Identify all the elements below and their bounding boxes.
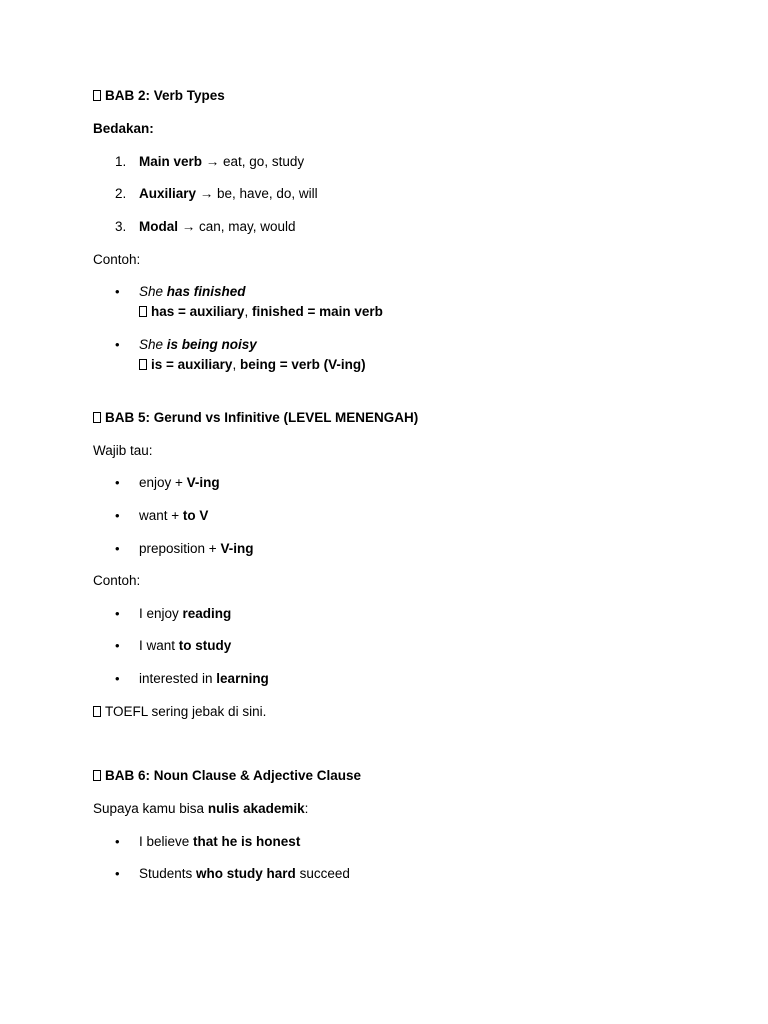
missing-glyph-icon [93,706,101,717]
bullet-icon [115,336,120,354]
rule-form: to V [182,508,209,523]
bullet-icon [115,833,120,851]
example-sentence [139,283,246,301]
example-highlight: that he is honest [193,834,301,849]
note-separator: , [232,357,240,372]
bab5-heading [93,409,418,427]
rule-form: V-ing [220,541,254,556]
example-subject: She [139,337,167,352]
example-lead: I enjoy [139,606,183,621]
missing-glyph-icon [139,306,147,317]
missing-glyph-icon [93,770,101,781]
list-item-examples: → eat, go, study [202,154,305,169]
note-part-1: is = auxiliary [151,357,233,372]
example-item [139,637,231,655]
list-item-term: Main verb [139,154,203,169]
list-item-examples: → can, may, would [178,219,296,234]
bab5-wajib-label: Wajib tau: [93,443,153,458]
example-note [139,303,383,321]
list-item-term: Auxiliary [139,186,197,201]
bab5-tip [93,703,266,721]
example-lead: I want [139,638,179,653]
missing-glyph-icon [139,359,147,370]
bab6-intro-highlight: nulis akademik [207,801,305,816]
bab5-tip-text: TOEFL sering jebak di sini. [105,704,267,719]
rule-form: V-ing [186,475,220,490]
note-separator: , [244,304,252,319]
example-highlight: reading [182,606,232,621]
bab2-title: BAB 2: Verb Types [105,88,225,103]
bullet-icon [115,540,120,558]
example-lead: Students [139,866,197,881]
bab2-heading [93,87,225,105]
bab5-title: BAB 5: Gerund vs Infinitive (LEVEL MENENGAH) [105,410,419,425]
example-tail: succeed [295,866,350,881]
example-note [139,356,366,374]
missing-glyph-icon [93,90,101,101]
list-item [139,218,296,236]
example-verb-phrase: is being noisy [166,337,257,352]
bullet-icon [115,507,120,525]
list-item [139,185,318,203]
rule-base: enjoy + [139,475,187,490]
example-sentence [139,336,257,354]
rule-base: want + [139,508,183,523]
example-lead: I believe [139,834,194,849]
list-number: 3. [115,219,127,234]
bullet-icon [115,605,120,623]
list-number: 1. [115,154,127,169]
bab6-intro [93,800,308,818]
bab2-bedakan: Bedakan: [93,121,154,136]
rule-item [139,474,220,492]
example-highlight: who study hard [196,866,296,881]
note-part-2: finished = main verb [251,304,383,319]
example-item [139,833,300,851]
rule-item [139,507,208,525]
bullet-icon [115,474,120,492]
list-item [139,153,304,171]
example-item [139,865,350,883]
note-part-1: has = auxiliary [151,304,245,319]
example-highlight: learning [216,671,269,686]
bullet-icon [115,865,120,883]
note-part-2: being = verb (V-ing) [239,357,366,372]
bab6-intro-end: : [304,801,309,816]
bullet-icon [115,670,120,688]
bab6-heading [93,767,361,785]
example-item [139,605,231,623]
bullet-icon [115,637,120,655]
missing-glyph-icon [93,412,101,423]
list-item-examples: → be, have, do, will [196,186,318,201]
bullet-icon [115,283,120,301]
bab6-title: BAB 6: Noun Clause & Adjective Clause [105,768,362,783]
rule-base: preposition + [139,541,221,556]
bab5-contoh-label: Contoh: [93,573,141,588]
list-item-term: Modal [139,219,178,234]
example-item [139,670,269,688]
example-lead: interested in [139,671,217,686]
example-subject: She [139,284,167,299]
list-number: 2. [115,186,127,201]
example-verb-phrase: has finished [166,284,246,299]
rule-item [139,540,253,558]
example-highlight: to study [178,638,232,653]
bab2-contoh-label: Contoh: [93,252,141,267]
bab6-intro-lead: Supaya kamu bisa [93,801,208,816]
